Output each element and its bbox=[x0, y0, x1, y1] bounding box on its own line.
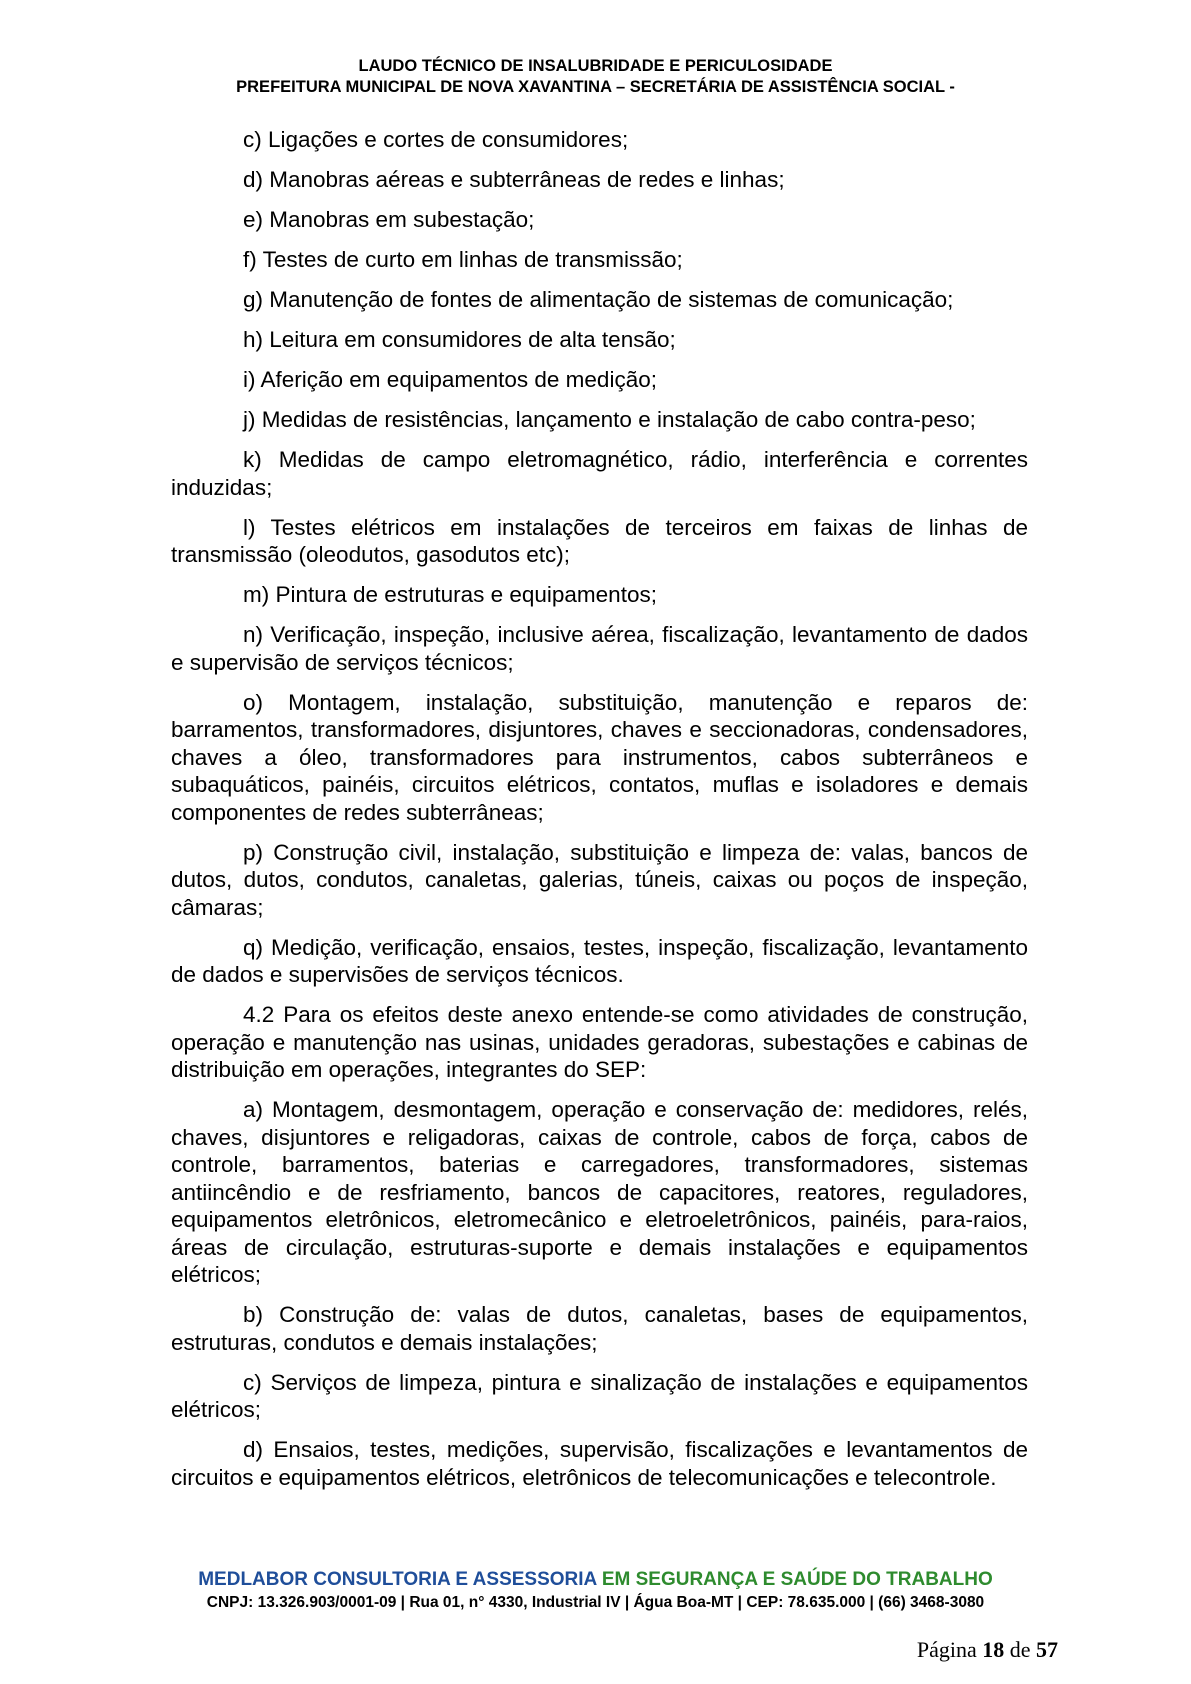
paragraph-item-i: i) Aferição em equipamentos de medição; bbox=[243, 367, 657, 392]
paragraph-subitem-c: c) Serviços de limpeza, pintura e sinalização de instalações e equipamentos elétricos; bbox=[171, 1369, 1028, 1422]
footer-company-green: EM SEGURANÇA E SAÚDE DO TRABALHO bbox=[596, 1569, 993, 1590]
footer-company-name bbox=[0, 1568, 1191, 1592]
paragraph-item-d: d) Manobras aéreas e subterrâneas de redes e linhas; bbox=[243, 167, 785, 192]
paragraph-item-h: h) Leitura em consumidores de alta tensão; bbox=[243, 327, 676, 352]
header-subtitle: PREFEITURA MUNICIPAL DE NOVA XAVANTINA – SECRETÁRIA DE ASSISTÊNCIA SOCIAL - bbox=[236, 78, 955, 96]
paragraph-item-e: e) Manobras em subestação; bbox=[243, 207, 535, 232]
paragraph-item-q: q) Medição, verificação, ensaios, testes, inspeção, fiscalização, levantamento de dados e supervisões de serviços técnicos. bbox=[171, 934, 1028, 987]
paragraph-item-k: k) Medidas de campo eletromagnético, rádio, interferência e correntes induzidas; bbox=[171, 447, 1028, 500]
page-current: 18 bbox=[982, 1637, 1005, 1662]
paragraph-item-f: f) Testes de curto em linhas de transmissão; bbox=[243, 247, 683, 272]
paragraph-subitem-a: a) Montagem, desmontagem, operação e conservação de: medidores, relés, chaves, disjuntores e religadoras, caixas de controle, cabos de força, cabos de controle, barramentos, baterias e carregadores, transformadores, sistemas antiincêndio e de resfriamento, bancos de capacitores, reatores, reguladores, equipamentos eletrônicos, eletromecânico e eletroeletrônicos, painéis, para-raios, áreas de circulação, estruturas-suporte e demais instalações e equipamentos elétricos; bbox=[171, 1097, 1028, 1287]
paragraph-subitem-d: d) Ensaios, testes, medições, supervisão, fiscalizações e levantamentos de circuitos e equipamentos elétricos, eletrônicos de telecomunicações e telecontrole. bbox=[171, 1437, 1028, 1490]
paragraph-item-l: l) Testes elétricos em instalações de terceiros em faixas de linhas de transmissão (oleodutos, gasodutos etc); bbox=[171, 514, 1028, 567]
footer-company-blue: MEDLABOR CONSULTORIA E ASSESSORIA bbox=[198, 1569, 597, 1590]
paragraph-item-j: j) Medidas de resistências, lançamento e instalação de cabo contra-peso; bbox=[243, 407, 976, 432]
page-number bbox=[917, 1636, 1058, 1664]
paragraph-subitem-b: b) Construção de: valas de dutos, canaletas, bases de equipamentos, estruturas, condutos e demais instalações; bbox=[171, 1302, 1028, 1355]
page-separator: de bbox=[1009, 1637, 1031, 1662]
paragraph-item-g: g) Manutenção de fontes de alimentação de sistemas de comunicação; bbox=[243, 287, 954, 312]
paragraph-item-p: p) Construção civil, instalação, substituição e limpeza de: valas, bancos de dutos, dutos, condutos, canaletas, galerias, túneis, caixas ou poços de inspeção, câmaras; bbox=[171, 839, 1028, 920]
paragraph-item-m: m) Pintura de estruturas e equipamentos; bbox=[243, 582, 657, 607]
paragraph-section-4-2: 4.2 Para os efeitos deste anexo entende-se como atividades de construção, operação e manutenção nas usinas, unidades geradoras, subestações e cabinas de distribuição em operações, integrantes do SEP: bbox=[171, 1002, 1028, 1082]
paragraph-item-c: c) Ligações e cortes de consumidores; bbox=[243, 127, 629, 152]
document-body bbox=[171, 126, 1028, 1504]
page-label: Página bbox=[916, 1637, 977, 1662]
document-header bbox=[0, 56, 1191, 98]
paragraph-item-o: o) Montagem, instalação, substituição, manutenção e reparos de: barramentos, transformadores, disjuntores, chaves e seccionadoras, condensadores, chaves a óleo, transformadores para instrumentos, cabos subterrâneos e subaquáticos, painéis, circuitos elétricos, contatos, muflas e isoladores e demais componentes de redes subterrâneas; bbox=[171, 689, 1028, 825]
paragraph-item-n: n) Verificação, inspeção, inclusive aérea, fiscalização, levantamento de dados e supervisão de serviços técnicos; bbox=[171, 622, 1028, 675]
header-title: LAUDO TÉCNICO DE INSALUBRIDADE E PERICULOSIDADE bbox=[358, 57, 833, 75]
page-total: 57 bbox=[1036, 1637, 1058, 1662]
document-footer bbox=[0, 1568, 1191, 1614]
footer-address: CNPJ: 13.326.903/0001-09 | Rua 01, n° 4330, Industrial IV | Água Boa-MT | CEP: 78.635.000 | (66) 3468-3080 bbox=[206, 1594, 985, 1611]
